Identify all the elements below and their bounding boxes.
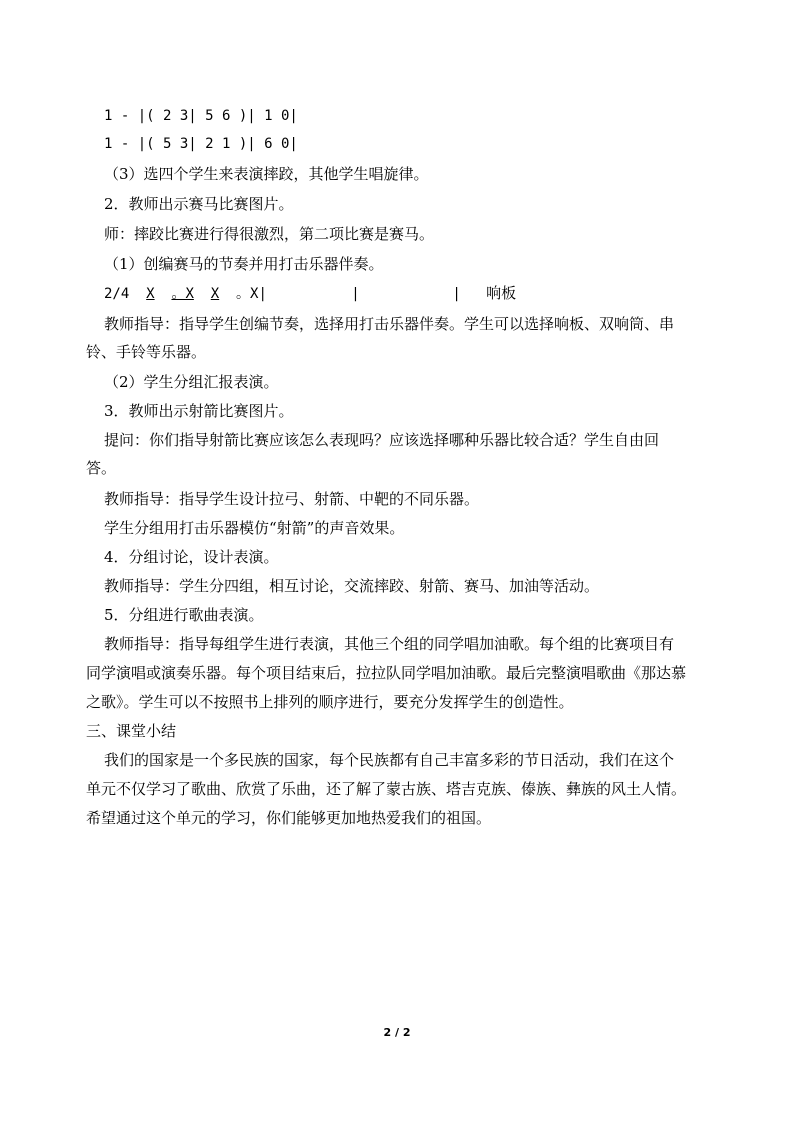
score-line-2: 1 - |( 5 3| 2 1 )| 6 0|: [104, 136, 298, 152]
paragraph: 提问：你们指导射箭比赛应该怎么表现吗？应该选择哪种乐器比较合适？学生自由回: [104, 431, 660, 449]
paragraph: 3．教师出示射箭比赛图片。: [104, 402, 294, 420]
paragraph: 答。: [86, 459, 117, 477]
page-number: 2 / 2: [383, 1026, 411, 1039]
paragraph: 我们的国家是一个多民族的国家，每个民族都有自己丰富多彩的节日活动，我们在这个: [104, 751, 675, 769]
score-line-1: 1 - |( 2 3| 5 6 )| 1 0|: [104, 108, 298, 124]
paragraph: 4．分组讨论，设计表演。: [104, 548, 279, 566]
rhythm-instrument: 响板: [486, 284, 517, 302]
rhythm-note: 。X|: [236, 286, 267, 302]
paragraph: 教师指导：指导每组学生进行表演，其他三个组的同学唱加油歌。每个组的比赛项目有: [104, 635, 675, 653]
section-heading: 三、课堂小结: [86, 722, 177, 740]
rhythm-note: 。X: [171, 286, 194, 302]
paragraph: 铃、手铃等乐器。: [86, 343, 207, 361]
rhythm-note: X: [210, 286, 220, 302]
rhythm-note: X: [146, 286, 155, 302]
rhythm-meter: 2/4: [104, 286, 130, 302]
paragraph: 同学演唱或演奏乐器。每个项目结束后，拉拉队同学唱加油歌。最后完整演唱歌曲《那达慕: [86, 664, 687, 682]
paragraph: 之歌》。学生可以不按照书上排列的顺序进行，要充分发挥学生的创造性。: [86, 693, 574, 711]
paragraph: 师：摔跤比赛进行得很激烈，第二项比赛是赛马。: [104, 225, 435, 243]
paragraph: （1）创编赛马的节奏并用打击乐器伴奏。: [104, 255, 384, 273]
rhythm-notation: [104, 283, 516, 304]
paragraph: 学生分组用打击乐器模仿“射箭”的声音效果。: [104, 519, 405, 537]
paragraph: 2．教师出示赛马比赛图片。: [104, 195, 294, 213]
paragraph: 希望通过这个单元的学习，你们能够更加地热爱我们的祖国。: [86, 809, 492, 827]
paragraph: 教师指导：指导学生设计拉弓、射箭、中靶的不同乐器。: [104, 490, 480, 508]
paragraph: （2）学生分组汇报表演。: [104, 373, 279, 391]
paragraph: 5．分组进行歌曲表演。: [104, 606, 264, 624]
rhythm-bars: | |: [266, 286, 461, 302]
paragraph: 单元不仅学习了歌曲、欣赏了乐曲，还了解了蒙古族、塔吉克族、傣族、彝族的风土人情。: [86, 780, 687, 798]
paragraph: （3）选四个学生来表演摔跤，其他学生唱旋律。: [104, 165, 429, 183]
paragraph: 教师指导：指导学生创编节奏，选择用打击乐器伴奏。学生可以选择响板、双响筒、串: [104, 315, 675, 333]
paragraph: 教师指导：学生分四组，相互讨论，交流摔跤、射箭、赛马、加油等活动。: [104, 577, 600, 595]
